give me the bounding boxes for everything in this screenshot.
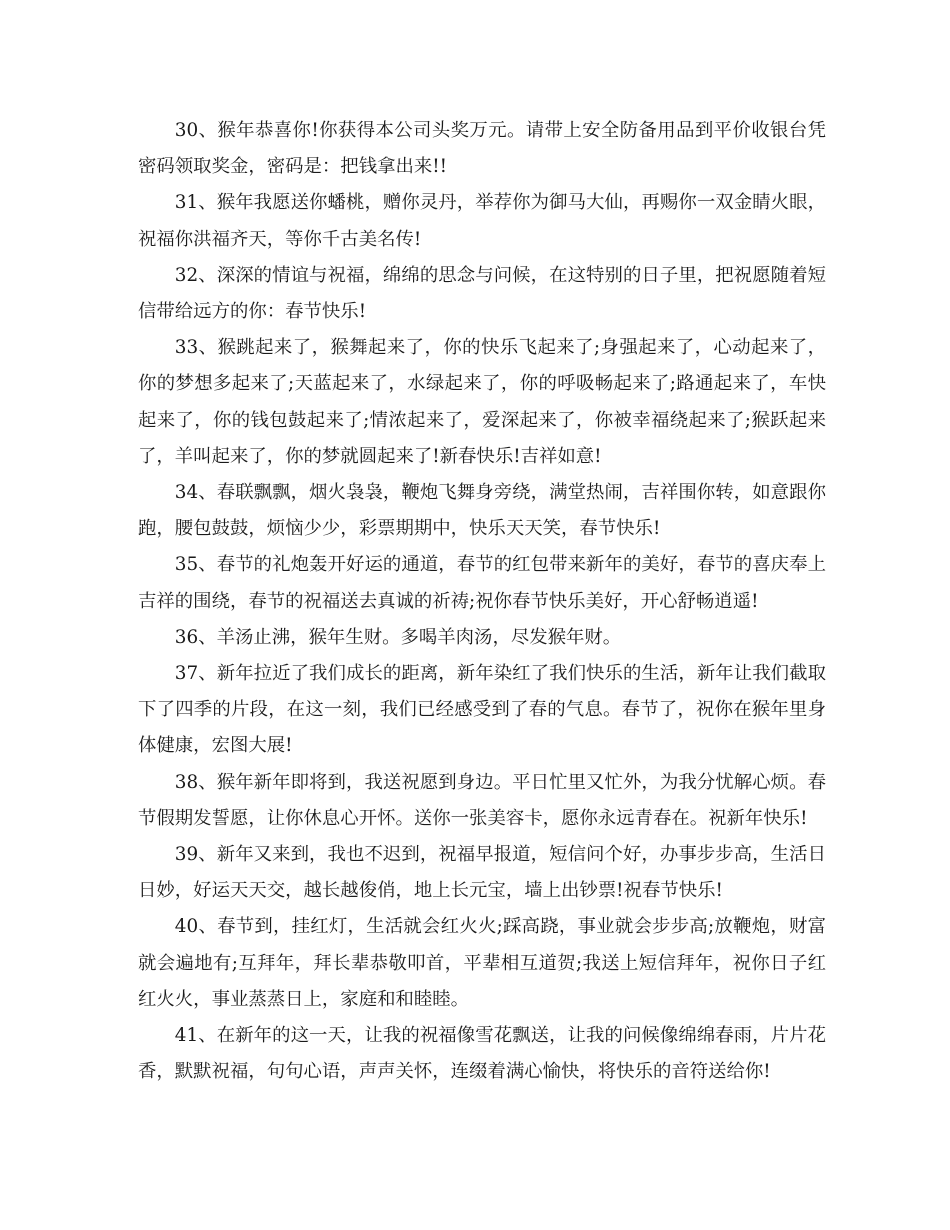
paragraph-40: 40、春节到，挂红灯，生活就会红火火;踩高跷，事业就会步步高;放鞭炮，财富就会遍地有;互拜年，拜长辈恭敬叩首，平辈相互道贺;我送上短信拜年，祝你日子红红火火，事业蒸蒸日上，家庭和和睦睦。 [138, 916, 826, 1010]
paragraph-30: 30、猴年恭喜你!你获得本公司头奖万元。请带上安全防备用品到平价收银台凭密码领取奖金，密码是：把钱拿出来!! [138, 120, 826, 178]
paragraph-38: 38、猴年新年即将到，我送祝愿到身边。平日忙里又忙外，为我分忧解心烦。春节假期发誓愿，让你休息心开怀。送你一张美容卡，愿你永远青春在。祝新年快乐! [138, 771, 826, 829]
paragraph-34: 34、春联飘飘，烟火袅袅，鞭炮飞舞身旁绕，满堂热闹，吉祥围你转，如意跟你跑，腰包鼓鼓，烦恼少少，彩票期期中，快乐天天笑，春节快乐! [138, 482, 826, 540]
paragraph-33: 33、猴跳起来了，猴舞起来了，你的快乐飞起来了;身强起来了，心动起来了，你的梦想多起来了;天蓝起来了，水绿起来了，你的呼吸畅起来了;路通起来了，车快起来了，你的钱包鼓起来了;情浓起来了，爱深起来了，你被幸福绕起来了;猴跃起来了，羊叫起来了，你的梦就圆起来了!新春快乐!吉祥如意! [138, 337, 826, 467]
paragraph-39: 39、新年又来到，我也不迟到，祝福早报道，短信问个好，办事步步高，生活日日妙，好运天天交，越长越俊俏，地上长元宝，墙上出钞票!祝春节快乐! [138, 844, 826, 902]
paragraph-35: 35、春节的礼炮轰开好运的通道，春节的红包带来新年的美好，春节的喜庆奉上吉祥的围绕，春节的祝福送去真诚的祈祷;祝你春节快乐美好，开心舒畅逍遥! [138, 554, 826, 612]
paragraph-36: 36、羊汤止沸，猴年生财。多喝羊肉汤，尽发猴年财。 [174, 626, 622, 648]
paragraph-37: 37、新年拉近了我们成长的距离，新年染红了我们快乐的生活，新年让我们截取下了四季的片段，在这一刻，我们已经感受到了春的气息。春节了，祝你在猴年里身体健康，宏图大展! [138, 663, 826, 757]
document-body [138, 113, 826, 1090]
paragraph-41: 41、在新年的这一天，让我的祝福像雪花飘送，让我的问候像绵绵春雨，片片花香，默默祝福，句句心语，声声关怀，连缀着满心愉快，将快乐的音符送给你! [138, 1025, 826, 1083]
paragraph-31: 31、猴年我愿送你蟠桃，赠你灵丹，举荐你为御马大仙，再赐你一双金睛火眼，祝福你洪福齐天，等你千古美名传! [138, 192, 826, 250]
paragraph-32: 32、深深的情谊与祝福，绵绵的思念与问候，在这特别的日子里，把祝愿随着短信带给远方的你：春节快乐! [138, 264, 826, 323]
